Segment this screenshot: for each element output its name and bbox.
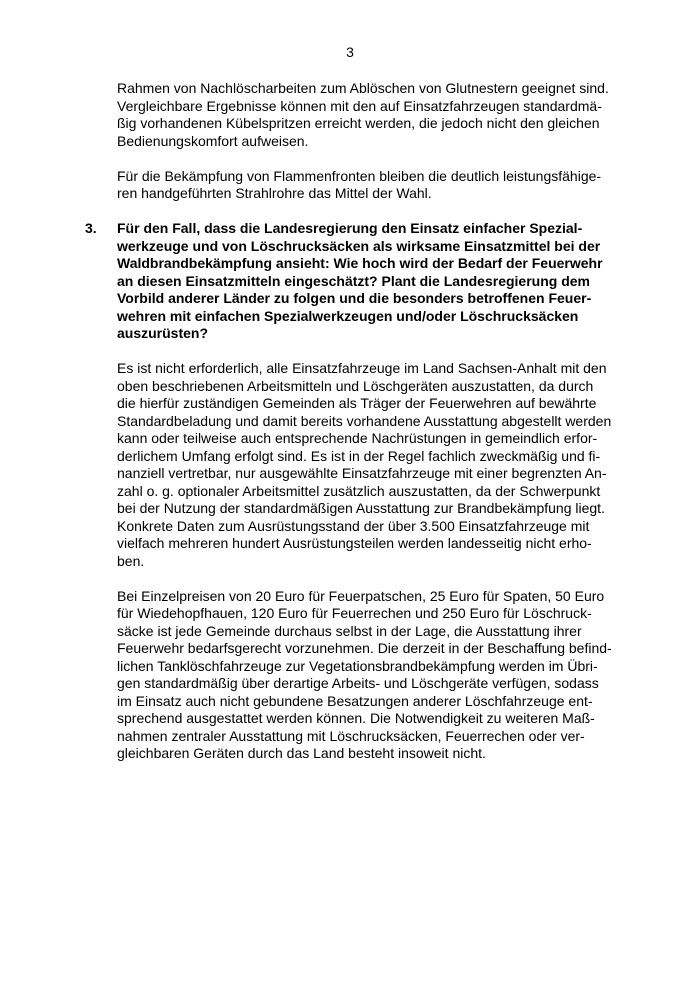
answer-paragraph-1: Es ist nicht erforderlich, alle Einsatzfahrzeuge im Land Sachsen-Anhalt mit den oben beschriebenen Arbeitsmitteln und Löschgeräten auszustatten, da durch die hierfür zuständigen Gemeinden als Träger der Feuerwehren auf bewährte Standardbeladung und damit bereits vorhandene Ausstattung abgestellt werden kann oder teilweise auch entsprechende Nachrüstungen in gemeindlich erfor- derlichem Umfang erfolgt sind. Es ist in der Regel fachlich zweckmäßig und fi- nanziell vertretbar, nur ausgewählte Einsatzfahrzeuge mit einer begrenzten An- zahl o. g. optionaler Arbeitsmittel zusätzlich auszustatten, da der Schwerpunkt bei der Nutzung der standardmäßigen Ausstattung zur Brandbekämpfung liegt. Konkrete Daten zum Ausrüstungsstand der über 3.500 Einsatzfahrzeuge mit vielfach mehreren hundert Ausrüstungsteilen werden landesseitig nicht erho- ben. [117,360,612,569]
page-number: 3 [346,44,354,60]
answer-paragraph-2: Bei Einzelpreisen von 20 Euro für Feuerpatschen, 25 Euro für Spaten, 50 Euro für Wiedehopfhauen, 120 Euro für Feuerrechen und 250 Euro für Löschruck- säcke ist jede Gemeinde durchaus selbst in der Lage, die Ausstattung ihrer Feuerwehr bedarfsgerecht vorzunehmen. Die derzeit in der Beschaffung befind- lichen Tanklöschfahrzeuge zur Vegetationsbrandbekämpfung werden im Übri- gen standardmäßig über derartige Arbeits- und Löschgeräte verfügen, sodass im Einsatz auch nicht gebundene Besatzungen anderer Löschfahrzeuge ent- sprechend ausgestattet werden können. Die Notwendigkeit zu weiteren Maß- nahmen zentraler Ausstattung mit Löschrucksäcken, Feuerrechen oder ver- gleichbaren Geräten durch das Land besteht insoweit nicht. [117,587,612,761]
question-text: Für den Fall, dass die Landesregierung den Einsatz einfacher Spezial- werkzeuge und von Löschrucksäcken als wirksame Einsatzmittel bei der Waldbrandbekämpfung ansieht: Wie hoch wird der Bedarf der Feuerwehr an diesen Einsatzmitteln eingeschätzt? Plant die Landesregierung dem Vorbild anderer Länder zu folgen und die besonders betroffenen Feuer- wehren mit einfachen Spezialwerkzeugen und/oder Löschrucksäcken auszurüsten? [117,220,603,341]
question-number: 3. [85,220,97,236]
paragraph-flammenfronten: Für die Bekämpfung von Flammenfronten bleiben die deutlich leistungsfähige- ren handgeführten Strahlrohre das Mittel der Wahl. [117,167,602,201]
paragraph-continued: Rahmen von Nachlöscharbeiten zum Ablöschen von Glutnestern geeignet sind. Vergleichbare Ergebnisse können mit den auf Einsatzfahrzeugen standardmä- ßig vorhandenen Kübelspritzen erreicht werden, die jedoch nicht den gleichen Bedienungskomfort aufweisen. [117,80,609,149]
document-body [85,80,617,780]
question-block [85,220,617,343]
